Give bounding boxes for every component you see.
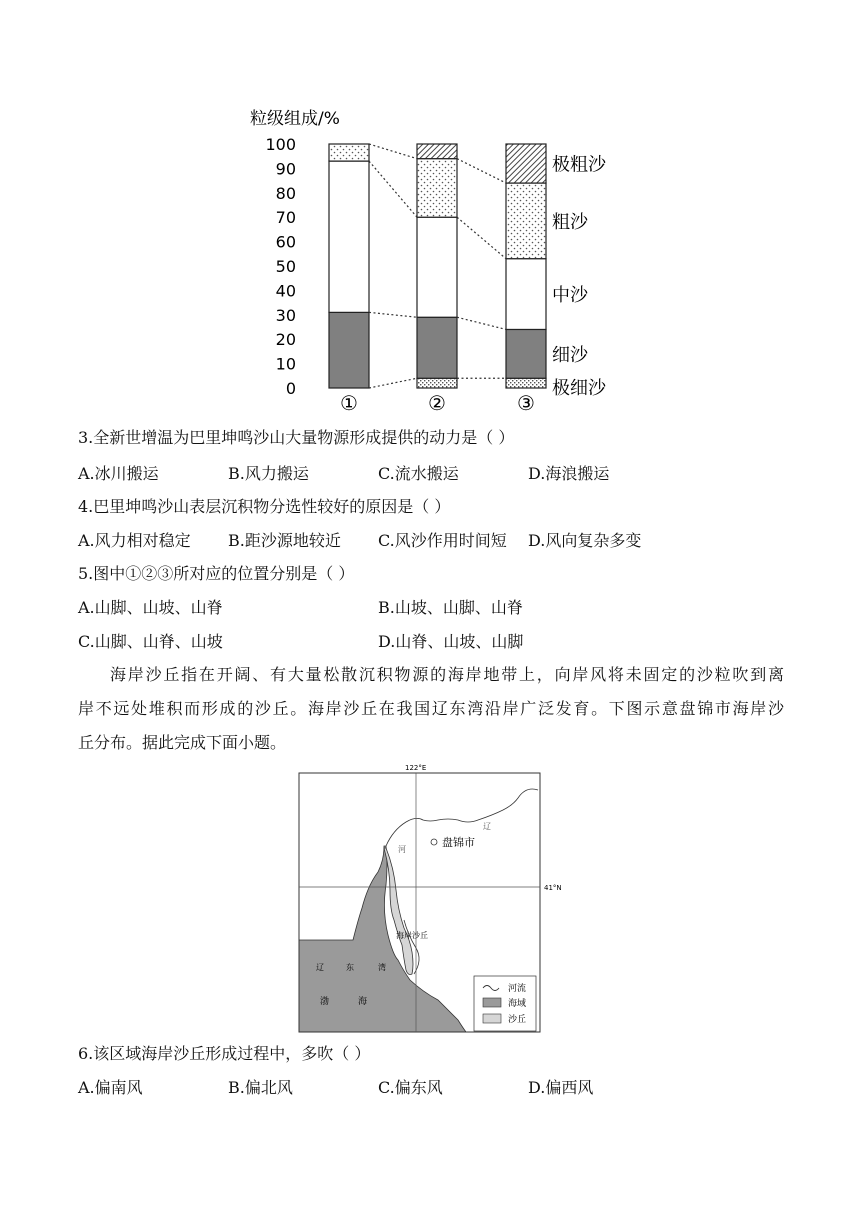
y-tick-label: 0 (285, 379, 296, 398)
question-6-option-a[interactable]: A.偏南风 (78, 1078, 143, 1097)
question-4-option-b[interactable]: B.距沙源地较近 (228, 531, 341, 550)
city-marker-icon (431, 839, 437, 845)
connector-line (369, 378, 417, 388)
passage-line-1: 海岸沙丘指在开阔、有大量松散沉积物源的海岸地带上，向岸风将未固定的沙粒吹到离 (110, 665, 784, 684)
bar-segment-3-5 (506, 144, 546, 183)
question-3-option-a[interactable]: A.冰川搬运 (78, 464, 159, 483)
y-tick-label: 90 (275, 159, 296, 179)
city-label: 盘锦市 (442, 836, 475, 849)
bar-segment-3-2 (506, 329, 546, 378)
grain-size-chart (240, 100, 630, 418)
y-tick-label: 40 (275, 281, 296, 301)
legend-label-5: 极粗沙 (552, 154, 606, 176)
category-label: ③ (517, 391, 535, 415)
y-tick-label: 30 (275, 305, 296, 325)
connector-line (457, 317, 506, 329)
bar-segment-3-4 (506, 183, 546, 259)
passage-line-2: 岸不远处堆积而形成的沙丘。海岸沙丘在我国辽东湾沿岸广泛发育。下图示意盘锦市海岸沙 (78, 699, 784, 718)
y-tick-label: 70 (275, 208, 296, 228)
y-tick-label: 50 (275, 257, 296, 276)
question-3-option-b[interactable]: B.风力搬运 (228, 464, 309, 483)
question-6-option-c[interactable]: C.偏东风 (378, 1078, 443, 1097)
sea-char-2: 东 (346, 963, 354, 972)
y-tick-label: 20 (275, 330, 296, 350)
bar-segment-2-3 (417, 217, 457, 317)
question-3-option-d[interactable]: D.海浪搬运 (528, 464, 610, 483)
sea-char-5: 海 (358, 997, 368, 1007)
connector-line (457, 217, 506, 258)
sea-legend-icon (483, 998, 501, 1007)
passage (78, 658, 784, 760)
bar-segment-1-4 (329, 144, 369, 161)
legend-label-3: 中沙 (552, 285, 588, 307)
connector-line (457, 159, 506, 183)
category-label: ② (428, 391, 446, 415)
sea-char-4: 渤 (320, 997, 330, 1007)
connector-line (369, 144, 417, 159)
question-5-option-a[interactable]: A.山脚、山坡、山脊 (78, 598, 223, 617)
dune-legend-icon (483, 1014, 501, 1023)
panjin-map (298, 760, 568, 1035)
bar-segment-1-3 (329, 161, 369, 312)
dune-label: 海岸沙丘 (396, 931, 428, 940)
question-4-option-d[interactable]: D.风向复杂多变 (528, 531, 642, 550)
passage-line-3: 丘分布。据此完成下面小题。 (78, 733, 287, 752)
question-6-option-d[interactable]: D.偏西风 (528, 1078, 594, 1097)
y-tick-label: 100 (265, 135, 296, 154)
question-4-stem: 4.巴里坤鸣沙山表层沉积物分选性较好的原因是（ ） (78, 497, 451, 516)
question-4-option-a[interactable]: A.风力相对稳定 (78, 531, 191, 550)
legend-dune: 沙丘 (508, 1015, 527, 1025)
bar-segment-2-5 (417, 144, 457, 159)
legend-label-4: 粗沙 (552, 211, 588, 233)
connector-line (369, 161, 417, 217)
question-6-stem: 6.该区域海岸沙丘形成过程中，多吹（ ） (78, 1044, 371, 1063)
question-5-option-b[interactable]: B.山坡、山脚、山脊 (378, 598, 523, 617)
legend-sea: 海域 (508, 999, 527, 1009)
y-tick-label: 10 (275, 354, 296, 374)
question-5-stem: 5.图中①②③所对应的位置分别是（ ） (78, 564, 355, 583)
category-label: ① (340, 391, 358, 415)
question-5-option-d[interactable]: D.山脊、山坡、山脚 (378, 632, 524, 651)
y-tick-label: 60 (275, 232, 296, 252)
question-5-option-c[interactable]: C.山脚、山脊、山坡 (78, 632, 223, 651)
connector-line (369, 312, 417, 317)
bar-segment-2-1 (417, 378, 457, 388)
bar-segment-2-4 (417, 159, 457, 218)
river-char-1: 辽 (483, 822, 491, 831)
legend-label-1: 极细沙 (552, 378, 606, 400)
chart-ylabel: 粒级组成/% (250, 109, 340, 129)
legend-river: 河流 (508, 984, 527, 994)
bar-segment-3-3 (506, 259, 546, 330)
question-3-stem: 3.全新世增温为巴里坤鸣沙山大量物源形成提供的动力是（ ） (78, 428, 515, 447)
longitude-label: 122°E (405, 764, 427, 772)
bar-segment-3-1 (506, 378, 546, 388)
question-4-option-c[interactable]: C.风沙作用时间短 (378, 531, 507, 550)
question-3-option-c[interactable]: C.流水搬运 (378, 464, 459, 483)
sea-char-3: 湾 (378, 963, 386, 972)
question-6-option-b[interactable]: B.偏北风 (228, 1078, 293, 1097)
y-tick-label: 80 (275, 183, 296, 203)
bar-segment-1-2 (329, 312, 369, 388)
legend-label-2: 细沙 (552, 344, 588, 366)
sea-char-1: 辽 (316, 963, 324, 972)
latitude-label: 41°N (544, 884, 562, 892)
bar-segment-2-2 (417, 317, 457, 378)
river-char-2: 河 (398, 845, 406, 854)
